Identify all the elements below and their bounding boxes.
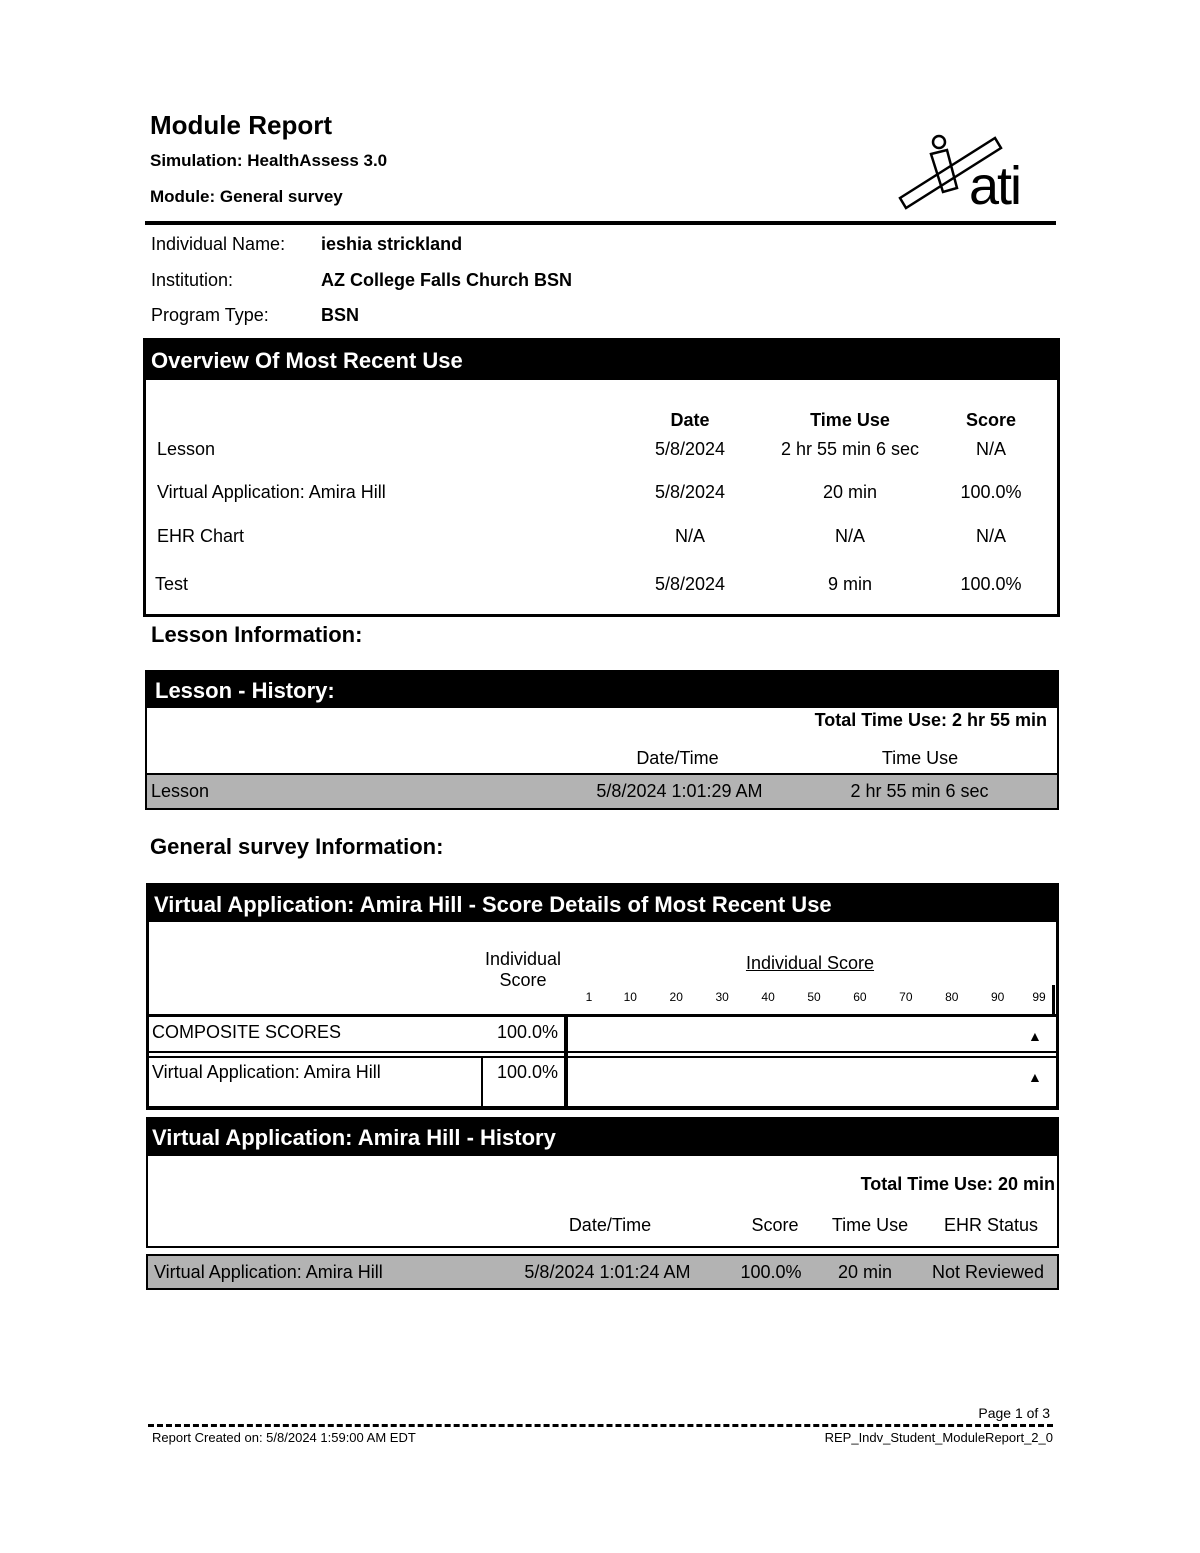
lesson-row-time: 2 hr 55 min 6 sec	[850, 781, 989, 801]
overview-row-date: N/A	[674, 526, 705, 546]
va-row-status: Not Reviewed	[931, 1262, 1045, 1282]
tick-label: 70	[899, 990, 913, 1004]
ati-logo-text: ati	[969, 156, 1021, 216]
row-divider	[148, 1056, 1058, 1058]
tick-label: 1	[585, 990, 593, 1004]
info-label-program: Program Type:	[151, 305, 269, 325]
score-marker-icon: ▲	[1028, 1069, 1042, 1085]
simulation-name: Simulation: HealthAssess 3.0	[150, 151, 388, 170]
overview-row-score: 100.0%	[960, 574, 1022, 594]
va-col-score: Score	[751, 1215, 799, 1235]
tick-axis	[0, 990, 1200, 1008]
va-history-row	[146, 1254, 1059, 1290]
info-label-institution: Institution:	[151, 270, 234, 290]
va-col-status: EHR Status	[943, 1215, 1039, 1235]
overview-col-score: Score	[965, 410, 1017, 430]
lesson-col-datetime: Date/Time	[636, 748, 719, 768]
score-row-name: COMPOSITE SCORES	[152, 1022, 342, 1042]
va-row-datetime: 5/8/2024 1:01:24 AM	[524, 1262, 691, 1282]
tick-label: 99	[1032, 990, 1046, 1004]
row-divider	[148, 1014, 1058, 1017]
row-divider	[148, 1051, 1058, 1053]
overview-row-name: EHR Chart	[157, 526, 245, 546]
va-history-title: Virtual Application: Amira Hill - History	[148, 1119, 1057, 1156]
overview-title: Overview Of Most Recent Use	[146, 341, 1057, 380]
lesson-history-row	[145, 773, 1059, 810]
overview-row-date: 5/8/2024	[654, 439, 726, 459]
info-value-institution: AZ College Falls Church BSN	[321, 270, 573, 290]
lesson-col-time: Time Use	[881, 748, 959, 768]
overview-row-date: 5/8/2024	[654, 482, 726, 502]
score-row-value: 100.0%	[496, 1062, 558, 1082]
info-value-program: BSN	[321, 305, 360, 325]
info-value-name: ieshia strickland	[321, 234, 463, 254]
overview-row-score: N/A	[975, 439, 1006, 459]
score-row-name: Virtual Application: Amira Hill	[152, 1062, 381, 1082]
lesson-total-time: Total Time Use: 2 hr 55 min	[814, 710, 1047, 730]
overview-row-date: 5/8/2024	[654, 574, 726, 594]
tick-label: 30	[715, 990, 729, 1004]
individual-score-col: Individual Score	[484, 949, 562, 990]
overview-row-score: 100.0%	[960, 482, 1022, 502]
score-row-value: 100.0%	[496, 1022, 558, 1042]
overview-row-time: 2 hr 55 min 6 sec	[780, 439, 920, 459]
lesson-history-title: Lesson - History:	[147, 672, 1057, 708]
va-total-time: Total Time Use: 20 min	[860, 1174, 1055, 1194]
tick-label: 90	[990, 990, 1005, 1004]
ati-logo	[895, 132, 1045, 220]
col-divider	[566, 1015, 568, 1108]
va-row-score: 100.0%	[740, 1262, 802, 1282]
overview-row-name: Lesson	[157, 439, 216, 459]
lesson-row-datetime: 5/8/2024 1:01:29 AM	[596, 781, 763, 801]
overview-row-name: Test	[155, 574, 189, 594]
tick-label: 60	[853, 990, 867, 1004]
va-col-datetime: Date/Time	[568, 1215, 652, 1235]
overview-row-time: 9 min	[827, 574, 872, 594]
info-label-name: Individual Name:	[151, 234, 286, 254]
general-survey-heading: General survey Information:	[150, 834, 444, 859]
footer-divider	[148, 1424, 1053, 1427]
header-divider	[145, 221, 1056, 225]
chart-title: Individual Score	[745, 953, 875, 973]
va-col-time: Time Use	[831, 1215, 909, 1235]
overview-col-time: Time Use	[810, 410, 890, 430]
page-title: Module Report	[150, 110, 332, 140]
axis-end-line	[1052, 985, 1055, 1014]
row-divider	[148, 1106, 1058, 1109]
tick-label: 10	[623, 990, 637, 1004]
tick-label: 20	[669, 990, 683, 1004]
overview-col-date: Date	[670, 410, 710, 430]
overview-row-score: N/A	[975, 526, 1006, 546]
overview-row-name: Virtual Application: Amira Hill	[157, 482, 386, 502]
overview-row-time: 20 min	[822, 482, 878, 502]
report-id: REP_Indv_Student_ModuleReport_2_0	[824, 1430, 1053, 1445]
tick-label: 50	[807, 990, 821, 1004]
lesson-info-heading: Lesson Information:	[151, 622, 363, 647]
va-row-name: Virtual Application: Amira Hill	[154, 1262, 383, 1282]
report-created: Report Created on: 5/8/2024 1:59:00 AM EDT	[152, 1430, 416, 1445]
overview-row-time: N/A	[834, 526, 865, 546]
tick-label: 80	[945, 990, 959, 1004]
score-marker-icon: ▲	[1028, 1028, 1042, 1044]
tick-label: 40	[761, 990, 775, 1004]
score-details-title: Virtual Application: Amira Hill - Score Details of Most Recent Use	[149, 886, 1056, 922]
va-row-time: 20 min	[837, 1262, 893, 1282]
module-name: Module: General survey	[150, 187, 343, 206]
page-number: Page 1 of 3	[978, 1405, 1050, 1421]
lesson-row-name: Lesson	[151, 781, 210, 801]
